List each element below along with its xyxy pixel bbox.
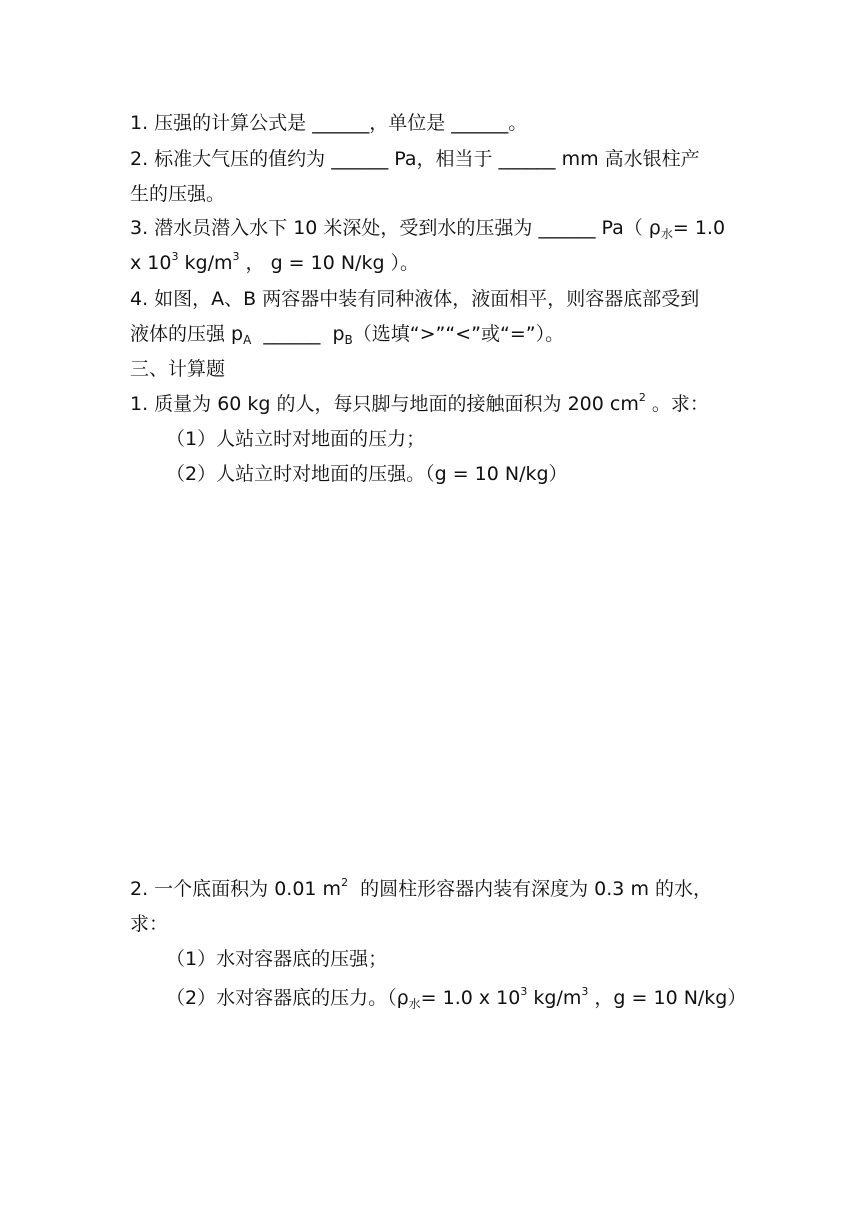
problem-1-subquestion-2: （2）人站立时对地面的压强。（g = 10 N/kg） bbox=[166, 463, 568, 485]
problem-2-subquestion-1: （1）水对容器底的压强； bbox=[166, 948, 388, 970]
problem-2-subquestion-2: （2）水对容器底的压力。（$\rho_水= 1.0$ x $10^3$ $kg/m^3$ ，g = 10 N/kg） bbox=[166, 985, 747, 1011]
question-4-line-1: 4. 如图，A、B 两容器中装有同种液体，液面相平，则容器底部受到 bbox=[130, 288, 700, 310]
problem-2-line-2: 求： bbox=[130, 913, 169, 935]
question-4-line-2: 液体的压强 $p_A$ ______ $p_B$（选填“>”“<”或“=”）。 bbox=[130, 323, 565, 347]
problem-1-subquestion-1: （1）人站立时对地面的压力； bbox=[166, 428, 426, 450]
section-heading: 三、计算题 bbox=[130, 358, 226, 380]
question-3-line-2: x $10^3$ $kg/m^3$ ， g = 10 N/kg ）。 bbox=[130, 250, 420, 274]
question-1: 1. 压强的计算公式是 ______，单位是 ______。 bbox=[130, 112, 528, 134]
question-2-line-1: 2. 标准大气压的值约为 ______ Pa，相当于 ______ mm 高水银柱产 bbox=[130, 148, 700, 170]
problem-1: 1. 质量为 60 kg 的人，每只脚与地面的接触面积为 200 $cm^2$ 。求： bbox=[130, 391, 709, 415]
question-2-line-2: 生的压强。 bbox=[130, 183, 226, 205]
problem-2: 2. 一个底面积为 0.01 $m^2$ 的圆柱形容器内装有深度为 0.3 m 的水， bbox=[130, 876, 712, 900]
question-3-line-1: 3. 潜水员潜入水下 10 米深处，受到水的压强为 ______ Pa（ $\rho_水= 1.0$ bbox=[130, 217, 726, 241]
